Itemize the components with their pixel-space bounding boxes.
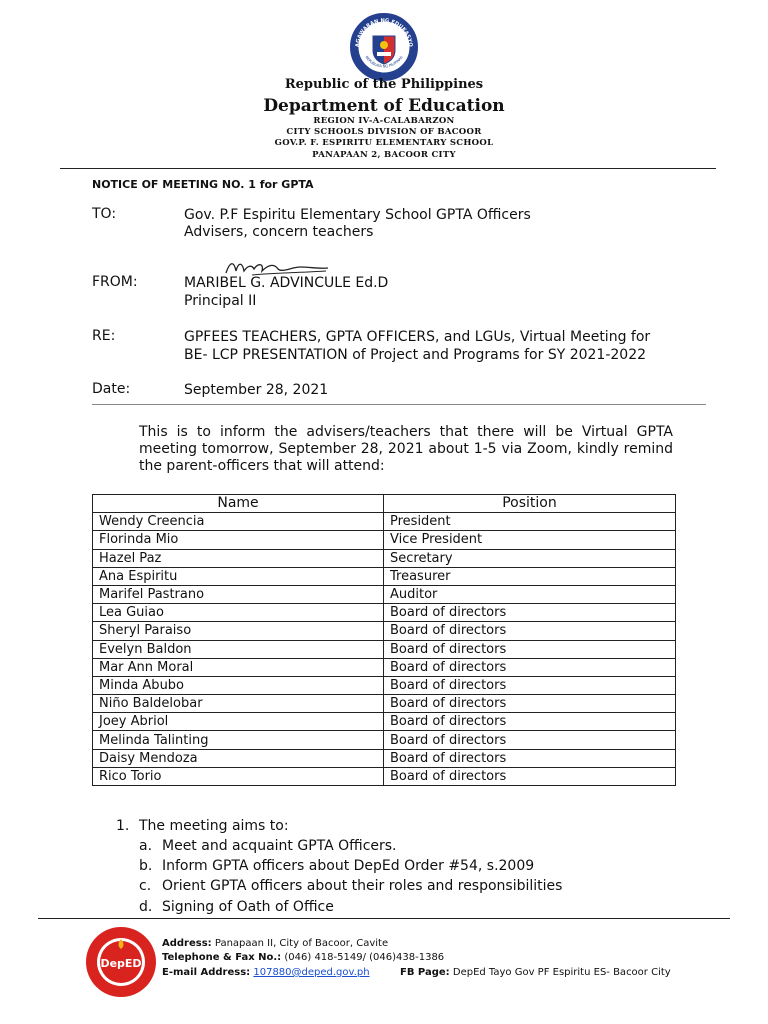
officer-name: Niño Baldelobar [93, 695, 384, 713]
address-value: Panapaan II, City of Bacoor, Cavite [214, 938, 389, 949]
officer-position: Board of directors [384, 604, 676, 622]
aim-letter: b. [139, 858, 153, 874]
email-label: E-mail Address: [162, 967, 251, 978]
from-label: FROM: [92, 274, 138, 290]
phone-value: (046) 418-5149/ (046)438-1386 [284, 952, 445, 963]
officer-name: Ana Espiritu [93, 567, 384, 585]
table-row [93, 513, 676, 531]
email-link[interactable]: 107880@deped.gov.ph [253, 967, 370, 978]
table-row [93, 640, 676, 658]
footer-phone [162, 951, 444, 966]
officers-table [92, 494, 676, 786]
school-heading: GOV.P. F. ESPIRITU ELEMENTARY SCHOOL [274, 138, 494, 148]
officer-name: Rico Torio [93, 767, 384, 785]
footer-address [162, 937, 388, 952]
fb-label: FB Page: [400, 967, 450, 978]
officer-position: Board of directors [384, 676, 676, 694]
officer-name: Wendy Creencia [93, 513, 384, 531]
department-heading: Department of Education [263, 96, 505, 116]
officer-name: Melinda Talinting [93, 731, 384, 749]
officer-name: Lea Guiao [93, 604, 384, 622]
region-heading: REGION IV-A-CALABARZON [313, 116, 455, 126]
from-line-2: Principal II [184, 293, 257, 309]
officer-position: Board of directors [384, 622, 676, 640]
fb-value: DepEd Tayo Gov PF Espiritu ES- Bacoor City [452, 967, 671, 978]
to-line-2: Advisers, concern teachers [184, 224, 374, 240]
officer-position: President [384, 513, 676, 531]
table-row [93, 585, 676, 603]
address-heading: PANAPAAN 2, BACOOR CITY [312, 150, 456, 160]
aim-item: Meet and acquaint GPTA Officers. [162, 838, 397, 854]
notice-divider [92, 404, 706, 405]
logo-text: DepED [100, 957, 142, 970]
date-value: September 28, 2021 [184, 382, 329, 398]
table-row [93, 567, 676, 585]
header-divider [60, 168, 716, 169]
table-header-row [93, 495, 676, 513]
table-row [93, 531, 676, 549]
table-row [93, 676, 676, 694]
school-deped-logo [84, 925, 158, 999]
address-label: Address: [162, 938, 212, 949]
officer-position: Auditor [384, 585, 676, 603]
deped-seal-logo [349, 12, 419, 82]
officer-position: Secretary [384, 549, 676, 567]
officer-name: Marifel Pastrano [93, 585, 384, 603]
table-row [93, 658, 676, 676]
intro-paragraph: This is to inform the advisers/teachers that there will be Virtual GPTA meeting tomorrow, September 28, 2021 about 1-5 via Zoom, kindly remind the parent-officers that will attend: [139, 424, 673, 474]
aim-letter: a. [139, 838, 153, 854]
name-column-header: Name [93, 495, 384, 513]
footer-fb-page [400, 966, 671, 981]
officer-name: Daisy Mendoza [93, 749, 384, 767]
table-row [93, 622, 676, 640]
notice-title: NOTICE OF MEETING NO. 1 for GPTA [92, 178, 314, 191]
table-row [93, 713, 676, 731]
officer-name: Florinda Mio [93, 531, 384, 549]
republic-heading: Republic of the Philippines [284, 77, 484, 92]
table-row [93, 549, 676, 567]
aim-item: Inform GPTA officers about DepEd Order #54, s.2009 [162, 858, 535, 874]
date-label: Date: [92, 381, 131, 397]
officer-position: Board of directors [384, 749, 676, 767]
officer-name: Evelyn Baldon [93, 640, 384, 658]
officer-name: Mar Ann Moral [93, 658, 384, 676]
table-row [93, 695, 676, 713]
footer-email [162, 966, 370, 981]
officer-position: Board of directors [384, 658, 676, 676]
officer-position: Board of directors [384, 767, 676, 785]
officer-name: Joey Abriol [93, 713, 384, 731]
aim-letter: d. [139, 899, 153, 915]
officer-position: Board of directors [384, 695, 676, 713]
to-label: TO: [92, 206, 117, 222]
aims-list-number: 1. [116, 818, 130, 834]
officer-name: Sheryl Paraiso [93, 622, 384, 640]
re-line-1: GPFEES TEACHERS, GPTA OFFICERS, and LGUs, Virtual Meeting for [184, 329, 651, 345]
phone-label: Telephone & Fax No.: [162, 952, 282, 963]
officer-name: Minda Abubo [93, 676, 384, 694]
re-line-2: BE- LCP PRESENTATION of Project and Programs for SY 2021-2022 [184, 347, 647, 363]
table-row [93, 749, 676, 767]
officer-name: Hazel Paz [93, 549, 384, 567]
officer-position: Vice President [384, 531, 676, 549]
footer-divider [38, 918, 730, 919]
seal-top-text: AGAWARAN NG EDUKASYO [354, 17, 414, 48]
division-heading: CITY SCHOOLS DIVISION OF BACOOR [286, 127, 482, 137]
table-row [93, 731, 676, 749]
officer-position: Board of directors [384, 640, 676, 658]
aim-item: Signing of Oath of Office [162, 899, 334, 915]
officer-position: Board of directors [384, 731, 676, 749]
table-row [93, 767, 676, 785]
from-line-1: MARIBEL G. ADVINCULE Ed.D [184, 275, 389, 291]
officer-position: Board of directors [384, 713, 676, 731]
aim-letter: c. [139, 878, 152, 894]
position-column-header: Position [384, 495, 676, 513]
to-line-1: Gov. P.F Espiritu Elementary School GPTA Officers [184, 207, 531, 223]
aim-item: Orient GPTA officers about their roles and responsibilities [162, 878, 563, 894]
table-row [93, 604, 676, 622]
re-label: RE: [92, 328, 116, 344]
aims-list-intro: The meeting aims to: [139, 818, 289, 834]
seal-bottom-text: REPUBLIKA NG PILIPINAS [364, 55, 404, 69]
officer-position: Treasurer [384, 567, 676, 585]
